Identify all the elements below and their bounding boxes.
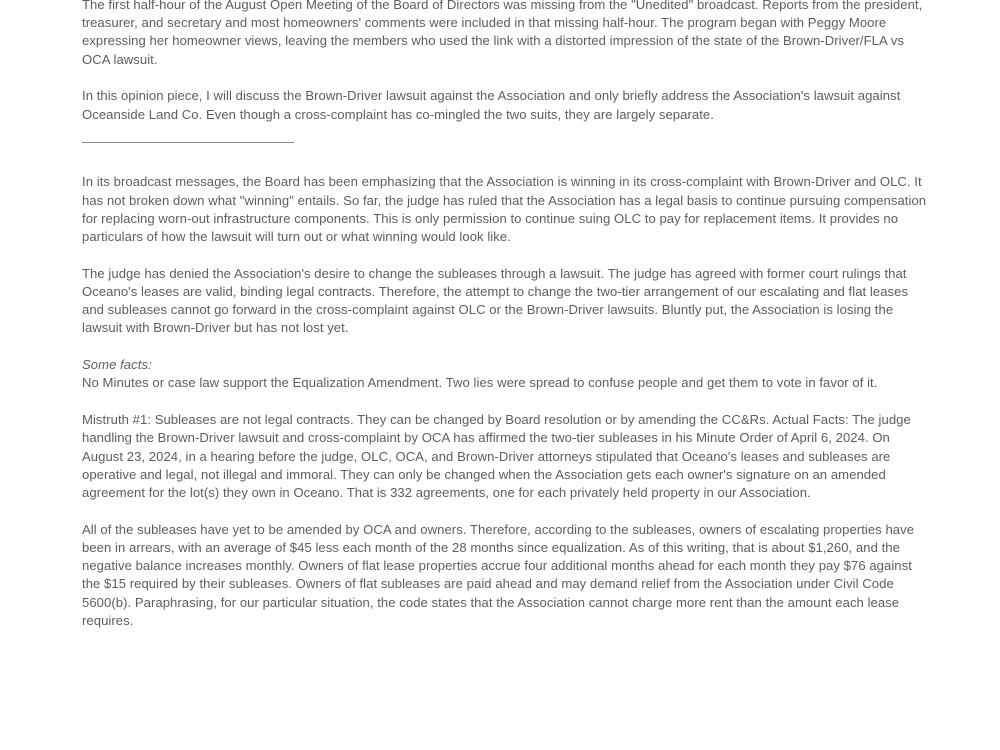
body-paragraph-winning: In its broadcast messages, the Board has been emphasizing that the Association is winning in its cross-complaint with Brown-Driver and OLC. It has not broken down what "winning" entails. So far, the judge has ruled that the Association has a legal basis to continue pursuing compensation for replacing worn-out infrastructure components. This is only permission to continue suing OLC to pay for replacement items. It provides no particulars of how the lawsuit will turn out or what winning would look like.	[82, 174, 927, 245]
document-page	[82, 0, 927, 750]
section-divider	[82, 142, 294, 143]
arrears-paragraph: All of the subleases have yet to be amended by OCA and owners. Therefore, according to the subleases, owners of escalating properties have been in arrears, with an average of $45 less each month of the 28 months since equalization. As of this writing, that is about $1,260, and the negative balance increases monthly. Owners of flat lease properties accrue four additional months ahead for each month they pay $76 against the $15 required by their subleases. Owners of flat subleases are paid ahead and may demand relief from the Association under Civil Code 5600(b). Paraphrasing, for our particular situation, the code states that the Association cannot charge more rent than the amount each lease requires.	[82, 521, 915, 628]
body-paragraph-judge-denied: The judge has denied the Association's desire to change the subleases through a lawsuit. The judge has agreed with former court rulings that Oceano's leases are valid, binding legal contracts. Therefore, the attempt to change the two-tier arrangement of our escalating and flat leases and subleases cannot go forward in the cross-complaint against OLC or the Brown-Driver lawsuits. Bluntly put, the Association is losing the lawsuit with Brown-Driver but has not lost yet.	[82, 265, 909, 336]
some-facts-heading: Some facts:	[82, 357, 152, 373]
intro-paragraph-opinion-scope: In this opinion piece, I will discuss the Brown-Driver lawsuit against the Association and only briefly address the Association's lawsuit against Oceanside Land Co. Even though a cross-complaint has co-mingled the two suits, they are largely separate.	[82, 88, 901, 122]
some-facts-block	[82, 356, 927, 392]
mistruth-paragraph-1: Mistruth #1: Subleases are not legal contracts. They can be changed by Board resolution or by amending the CC&Rs. Actual Facts: The judge handling the Brown-Driver lawsuit and cross-complaint by OCA has affirmed the two-tier subleases in his Minute Order of April 6, 2024. On August 23, 2024, in a hearing before the judge, OLC, OCA, and Brown-Driver attorneys stipulated that Oceano's leases and subleases are operative and legal, not illegal and immoral. They can only be changed when the Association gets each owner's signature on an amended agreement for the lot(s) they own in Oceano. That is 332 agreements, one for each privately held property in our Association.	[82, 412, 911, 501]
intro-paragraph-missing-broadcast: The first half-hour of the August Open Meeting of the Board of Directors was missing from the "Unedited" broadcast. Reports from the president, treasurer, and secretary and most homeowners' comments were included in that missing half-hour. The program began with Peggy Moore expressing her homeowner views, leaving the members who used the link with a distorted impression of the state of the Brown-Driver/FLA vs OCA lawsuit.	[82, 0, 923, 67]
some-facts-text: No Minutes or case law support the Equalization Amendment. Two lies were spread to confuse people and get them to vote in favor of it.	[82, 375, 878, 391]
